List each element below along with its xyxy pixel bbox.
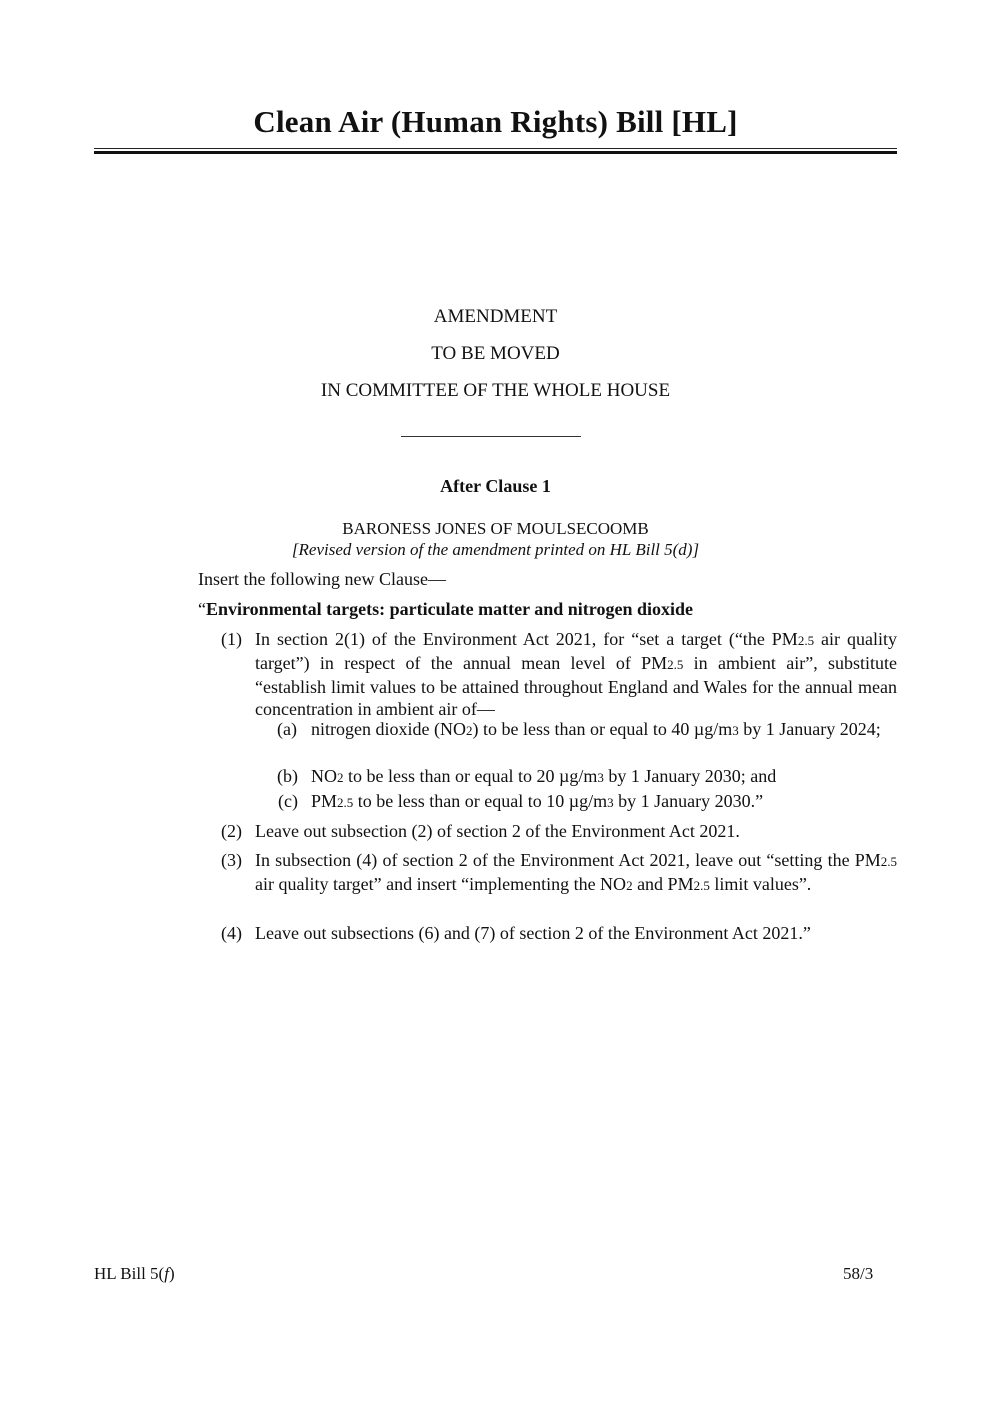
- amendment-mover: BARONESS JONES OF MOULSECOOMB: [342, 519, 649, 538]
- text-fragment: in ambient air”, substitute “establish limit values to be attained throughout England and Wales for the annual mean concentration in ambient air of—: [255, 653, 897, 719]
- subscript: 2.5: [337, 795, 354, 810]
- subscript: 2: [337, 770, 344, 785]
- title-rule-thick: [94, 151, 897, 154]
- footer-bill-reference: [94, 1264, 175, 1284]
- clause-heading: Environmental targets: particulate matter and nitrogen dioxide: [206, 599, 693, 619]
- text-fragment: NO: [311, 766, 337, 786]
- amendment-position: After Clause 1: [440, 476, 551, 496]
- subscript: 2: [626, 878, 633, 893]
- text-fragment: air quality target” and insert “implementing the NO: [255, 874, 627, 894]
- text-fragment: ) to be less than or equal to 40 µg/m: [472, 719, 733, 739]
- subsection-number: (3): [221, 850, 242, 870]
- section-divider: [401, 436, 581, 437]
- text-fragment: HL Bill 5(: [94, 1264, 165, 1283]
- subsection-number: (1): [221, 629, 242, 649]
- bill-title: Clean Air (Human Rights) Bill [HL]: [253, 104, 738, 139]
- subscript: 2.5: [880, 854, 897, 869]
- subscript: 2.5: [693, 878, 710, 893]
- subscript: 2.5: [797, 633, 815, 648]
- subsection-2-text: Leave out subsection (2) of section 2 of the Environment Act 2021.: [255, 821, 740, 841]
- subscript: 2: [465, 723, 473, 738]
- text-fragment: nitrogen dioxide (NO: [311, 719, 466, 739]
- subsection-1-text: [255, 628, 897, 720]
- text-fragment: by 1 January 2030; and: [603, 766, 777, 786]
- heading-to-be-moved: TO BE MOVED: [431, 343, 560, 364]
- text-fragment: limit values”.: [709, 874, 812, 894]
- text-fragment: to be less than or equal to 20 µg/m: [343, 766, 598, 786]
- subsection-3-text: [255, 849, 897, 897]
- text-fragment: air quality target”) in respect of the annual mean level of PM: [255, 629, 898, 673]
- footer-page-reference: 58/3: [843, 1264, 874, 1283]
- title-rule-thin: [94, 148, 897, 149]
- clause-heading-line: [198, 598, 693, 620]
- subscript: 2.5: [667, 657, 684, 672]
- item-b-text: [311, 765, 776, 789]
- subsection-number: (2): [221, 821, 242, 841]
- text-fragment: f: [164, 1264, 169, 1283]
- item-label: (b): [277, 766, 298, 786]
- subsection-4-text: Leave out subsections (6) and (7) of section 2 of the Environment Act 2021.”: [255, 923, 811, 943]
- text-fragment: by 1 January 2024;: [738, 719, 881, 739]
- text-fragment: In section 2(1) of the Environment Act 2021, for “set a target (“the PM: [255, 629, 798, 649]
- text-fragment: PM: [311, 791, 338, 811]
- subscript: 3: [607, 795, 614, 810]
- amendment-revision-note: [Revised version of the amendment printed on HL Bill 5(d)]: [291, 540, 700, 559]
- insert-instruction: Insert the following new Clause—: [198, 569, 446, 589]
- item-c-text: [311, 790, 763, 814]
- heading-amendment: AMENDMENT: [433, 306, 558, 327]
- text-fragment: In subsection (4) of section 2 of the Environment Act 2021, leave out “setting the PM: [255, 850, 881, 870]
- subscript: 3: [732, 723, 739, 738]
- item-label: (c): [278, 791, 298, 811]
- text-fragment: to be less than or equal to 10 µg/m: [353, 791, 608, 811]
- item-label: (a): [277, 719, 297, 739]
- text-fragment: by 1 January 2030.”: [613, 791, 764, 811]
- text-fragment: ): [168, 1264, 175, 1283]
- heading-committee: IN COMMITTEE OF THE WHOLE HOUSE: [320, 380, 671, 401]
- text-fragment: and PM: [632, 874, 694, 894]
- item-a-text: [311, 718, 897, 742]
- open-quote: “: [198, 599, 206, 619]
- subsection-number: (4): [221, 923, 242, 943]
- subscript: 3: [597, 770, 604, 785]
